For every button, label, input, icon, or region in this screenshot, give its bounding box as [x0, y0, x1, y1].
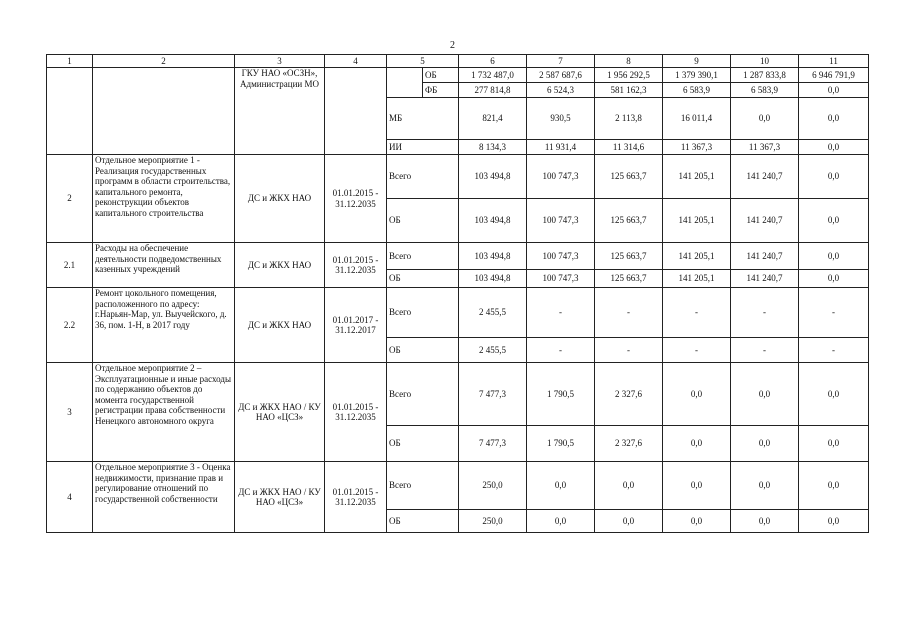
value-cell: 0,0 — [799, 462, 869, 510]
col-header: 9 — [663, 55, 731, 68]
value-cell: - — [799, 338, 869, 363]
value-cell: 250,0 — [459, 462, 527, 510]
value-cell: 1 790,5 — [527, 426, 595, 462]
col-header: 3 — [235, 55, 325, 68]
value-cell: 0,0 — [799, 199, 869, 243]
value-cell: - — [527, 338, 595, 363]
value-cell: 0,0 — [663, 462, 731, 510]
item-name: Отдельное мероприятие 1 - Реализация государственных программ в области строительства, капитального ремонта, реконструкции объектов капитального строительства — [93, 155, 235, 243]
value-cell: - — [731, 288, 799, 338]
col-header: 8 — [595, 55, 663, 68]
value-cell: 0,0 — [595, 510, 663, 533]
item-number: 2.2 — [47, 288, 93, 363]
value-cell: 141 205,1 — [663, 243, 731, 270]
value-cell: - — [799, 288, 869, 338]
value-cell: 0,0 — [799, 140, 869, 155]
col-header: 1 — [47, 55, 93, 68]
value-cell: 103 494,8 — [459, 243, 527, 270]
value-cell: 141 240,7 — [731, 155, 799, 199]
table-row — [47, 363, 869, 426]
value-cell: 141 240,7 — [731, 199, 799, 243]
value-cell: 0,0 — [731, 462, 799, 510]
responsible: ГКУ НАО «ОСЗН», Администрации МО — [235, 68, 325, 155]
value-cell: 141 205,1 — [663, 270, 731, 288]
responsible: ДС и ЖКХ НАО / КУ НАО «ЦСЗ» — [235, 363, 325, 462]
value-cell: - — [595, 288, 663, 338]
period — [325, 68, 387, 155]
value-cell: - — [731, 338, 799, 363]
value-cell: 100 747,3 — [527, 155, 595, 199]
item-number: 3 — [47, 363, 93, 462]
funding-source: ОБ — [423, 68, 459, 83]
col-header: 10 — [731, 55, 799, 68]
value-cell: - — [527, 288, 595, 338]
item-number: 2 — [47, 155, 93, 243]
funding-source: Всего — [387, 288, 459, 338]
budget-table — [46, 54, 869, 533]
value-cell: 821,4 — [459, 98, 527, 140]
item-number — [47, 68, 93, 155]
item-name: Расходы на обеспечение деятельности подведомственных казенных учреждений — [93, 243, 235, 288]
responsible: ДС и ЖКХ НАО — [235, 155, 325, 243]
value-cell: - — [663, 288, 731, 338]
item-name: Отдельное мероприятие 2 – Эксплуатационные и иные расходы по содержанию объектов до момента государственной регистрации права собственности Ненецкого автономного округа — [93, 363, 235, 462]
value-cell: 8 134,3 — [459, 140, 527, 155]
funding-source: ФБ — [423, 83, 459, 98]
value-cell: 2 327,6 — [595, 426, 663, 462]
value-cell: 0,0 — [799, 98, 869, 140]
funding-source: ОБ — [387, 199, 459, 243]
value-cell: 0,0 — [799, 510, 869, 533]
value-cell: 100 747,3 — [527, 243, 595, 270]
value-cell: 0,0 — [731, 426, 799, 462]
value-cell: 0,0 — [663, 510, 731, 533]
col-header: 5 — [387, 55, 459, 68]
value-cell: 11 367,3 — [731, 140, 799, 155]
value-cell: 2 113,8 — [595, 98, 663, 140]
value-cell: 11 367,3 — [663, 140, 731, 155]
col-header: 7 — [527, 55, 595, 68]
value-cell: 103 494,8 — [459, 155, 527, 199]
value-cell: 0,0 — [595, 462, 663, 510]
value-cell: 103 494,8 — [459, 199, 527, 243]
period: 01.01.2015 - 31.12.2035 — [325, 243, 387, 288]
value-cell: 11 314,6 — [595, 140, 663, 155]
value-cell: 141 205,1 — [663, 155, 731, 199]
header-row — [47, 55, 869, 68]
value-cell: 2 587 687,6 — [527, 68, 595, 83]
funding-source: ИИ — [387, 140, 459, 155]
item-name: Отдельное мероприятие 3 - Оценка недвижимости, признание прав и регулирование отношений по государственной собственности — [93, 462, 235, 533]
value-cell: 7 477,3 — [459, 363, 527, 426]
value-cell: 0,0 — [799, 155, 869, 199]
value-cell: 125 663,7 — [595, 199, 663, 243]
period: 01.01.2017 - 31.12.2017 — [325, 288, 387, 363]
col-header: 6 — [459, 55, 527, 68]
value-cell: 2 455,5 — [459, 338, 527, 363]
value-cell: 2 455,5 — [459, 288, 527, 338]
source-spacer — [387, 68, 423, 98]
value-cell: 0,0 — [527, 510, 595, 533]
value-cell: 6 524,3 — [527, 83, 595, 98]
value-cell: 103 494,8 — [459, 270, 527, 288]
table-row — [47, 462, 869, 510]
value-cell: 6 583,9 — [731, 83, 799, 98]
item-name — [93, 68, 235, 155]
item-number: 4 — [47, 462, 93, 533]
page-number: 2 — [450, 40, 455, 51]
period: 01.01.2015 - 31.12.2035 — [325, 155, 387, 243]
value-cell: 7 477,3 — [459, 426, 527, 462]
col-header: 4 — [325, 55, 387, 68]
value-cell: 141 240,7 — [731, 243, 799, 270]
funding-source: МБ — [387, 98, 459, 140]
funding-source: ОБ — [387, 510, 459, 533]
value-cell: 250,0 — [459, 510, 527, 533]
value-cell: 0,0 — [527, 462, 595, 510]
value-cell: 16 011,4 — [663, 98, 731, 140]
table-row — [47, 243, 869, 270]
funding-source: ОБ — [387, 338, 459, 363]
responsible: ДС и ЖКХ НАО / КУ НАО «ЦСЗ» — [235, 462, 325, 533]
responsible: ДС и ЖКХ НАО — [235, 288, 325, 363]
value-cell: 0,0 — [799, 243, 869, 270]
value-cell: 141 240,7 — [731, 270, 799, 288]
funding-source: Всего — [387, 363, 459, 426]
value-cell: 581 162,3 — [595, 83, 663, 98]
funding-source: ОБ — [387, 270, 459, 288]
value-cell: 125 663,7 — [595, 243, 663, 270]
value-cell: 0,0 — [663, 363, 731, 426]
col-header: 2 — [93, 55, 235, 68]
value-cell: 930,5 — [527, 98, 595, 140]
value-cell: 1 732 487,0 — [459, 68, 527, 83]
value-cell: 0,0 — [799, 426, 869, 462]
value-cell: 277 814,8 — [459, 83, 527, 98]
value-cell: 2 327,6 — [595, 363, 663, 426]
period: 01.01.2015 - 31.12.2035 — [325, 363, 387, 462]
value-cell: 0,0 — [731, 98, 799, 140]
value-cell: 1 956 292,5 — [595, 68, 663, 83]
value-cell: 0,0 — [799, 270, 869, 288]
value-cell: 100 747,3 — [527, 270, 595, 288]
period: 01.01.2015 - 31.12.2035 — [325, 462, 387, 533]
value-cell: 141 205,1 — [663, 199, 731, 243]
value-cell: 0,0 — [799, 83, 869, 98]
value-cell: 100 747,3 — [527, 199, 595, 243]
value-cell: 6 946 791,9 — [799, 68, 869, 83]
value-cell: 1 790,5 — [527, 363, 595, 426]
value-cell: 0,0 — [799, 363, 869, 426]
value-cell: 0,0 — [731, 363, 799, 426]
value-cell: 1 379 390,1 — [663, 68, 731, 83]
funding-source: Всего — [387, 243, 459, 270]
col-header: 11 — [799, 55, 869, 68]
value-cell: 11 931,4 — [527, 140, 595, 155]
funding-source: Всего — [387, 155, 459, 199]
value-cell: 0,0 — [731, 510, 799, 533]
responsible: ДС и ЖКХ НАО — [235, 243, 325, 288]
value-cell: - — [663, 338, 731, 363]
item-name: Ремонт цокольного помещения, расположенного по адресу: г.Нарьян-Мар, ул. Выучейского, д. 36, пом. 1-Н, в 2017 году — [93, 288, 235, 363]
value-cell: 125 663,7 — [595, 155, 663, 199]
value-cell: 125 663,7 — [595, 270, 663, 288]
value-cell: 6 583,9 — [663, 83, 731, 98]
value-cell: - — [595, 338, 663, 363]
funding-source: Всего — [387, 462, 459, 510]
value-cell: 1 287 833,8 — [731, 68, 799, 83]
table-row — [47, 288, 869, 338]
funding-source: ОБ — [387, 426, 459, 462]
item-number: 2.1 — [47, 243, 93, 288]
table-row — [47, 68, 869, 83]
table-row — [47, 155, 869, 199]
value-cell: 0,0 — [663, 426, 731, 462]
